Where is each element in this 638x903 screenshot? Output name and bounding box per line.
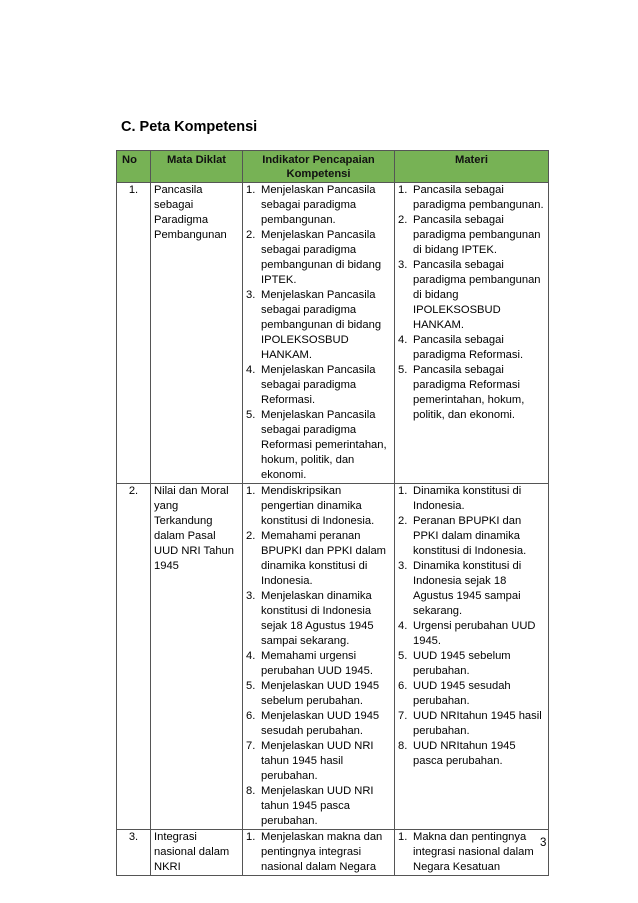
item-number: 8. [246, 785, 256, 797]
competency-table [116, 150, 549, 876]
section-heading: C. Peta Kompetensi [121, 119, 258, 135]
list-item [246, 288, 391, 363]
item-number: 1. [398, 184, 408, 196]
list-item [398, 739, 545, 769]
list-item [398, 333, 545, 363]
item-number: 5. [246, 680, 256, 692]
list-item [246, 709, 391, 739]
list-item [398, 258, 545, 333]
item-text: Menjelaskan Pancasila sebagai paradigma pembangunan di bidang IPTEK. [261, 229, 382, 286]
item-number: 4. [246, 650, 256, 662]
item-text: UUD 1945 sebelum perubahan. [413, 650, 511, 677]
row-number: 1. [117, 183, 151, 484]
row-number: 2. [117, 484, 151, 830]
table-header-row [117, 151, 549, 183]
item-number: 8. [398, 740, 408, 752]
list-item [398, 559, 545, 619]
materi-cell [395, 830, 549, 876]
list-item [246, 484, 391, 529]
row-number: 3. [117, 830, 151, 876]
item-text: UUD NRItahun 1945 hasil perubahan. [413, 710, 542, 737]
indikator-list [246, 830, 391, 875]
item-number: 3. [246, 289, 256, 301]
header-indikator: Indikator Pencapaian Kompetensi [243, 151, 395, 183]
list-item [398, 183, 545, 213]
list-item [246, 649, 391, 679]
item-number: 3. [246, 590, 256, 602]
item-text: Pancasila sebagai paradigma Reformasi. [413, 334, 524, 361]
item-text: Menjelaskan makna dan pentingnya integrasi nasional dalam Negara [261, 831, 383, 873]
item-text: Menjelaskan UUD NRI tahun 1945 pasca perubahan. [261, 785, 374, 827]
item-text: Menjelaskan dinamika konstitusi di Indonesia sejak 18 Agustus 1945 sampai sekarang. [261, 590, 374, 647]
page-number: 3 [540, 837, 547, 849]
item-number: 2. [246, 229, 256, 241]
list-item [246, 228, 391, 288]
item-text: UUD NRItahun 1945 pasca perubahan. [413, 740, 516, 767]
list-item [398, 679, 545, 709]
item-number: 4. [398, 334, 408, 346]
list-item [398, 514, 545, 559]
indikator-list [246, 183, 391, 483]
list-item [246, 784, 391, 829]
materi-cell [395, 183, 549, 484]
item-text: Urgensi perubahan UUD 1945. [413, 620, 536, 647]
item-number: 6. [246, 710, 256, 722]
item-text: Pancasila sebagai paradigma pembangunan. [413, 184, 544, 211]
item-text: UUD 1945 sesudah perubahan. [413, 680, 511, 707]
indikator-cell [243, 183, 395, 484]
indikator-list [246, 484, 391, 829]
list-item [246, 408, 391, 483]
item-text: Pancasila sebagai paradigma pembangunan di bidang IPOLEKSOSBUD HANKAM. [413, 259, 541, 331]
header-mata-diklat: Mata Diklat [151, 151, 243, 183]
table-row [117, 183, 549, 484]
item-text: Menjelaskan UUD NRI tahun 1945 hasil perubahan. [261, 740, 374, 782]
item-number: 3. [398, 259, 408, 271]
item-text: Makna dan pentingnya integrasi nasional dalam Negara Kesatuan [413, 831, 534, 873]
item-text: Menjelaskan Pancasila sebagai paradigma pembangunan di bidang IPOLEKSOSBUD HANKAM. [261, 289, 382, 361]
item-text: Memahami urgensi perubahan UUD 1945. [261, 650, 373, 677]
mata-diklat-cell: Integrasi nasional dalam NKRI [151, 830, 243, 876]
item-number: 3. [398, 560, 408, 572]
item-number: 5. [246, 409, 256, 421]
item-number: 5. [398, 650, 408, 662]
list-item [398, 619, 545, 649]
item-number: 4. [246, 364, 256, 376]
item-number: 6. [398, 680, 408, 692]
item-text: Menjelaskan UUD 1945 sebelum perubahan. [261, 680, 380, 707]
list-item [246, 679, 391, 709]
materi-list [398, 183, 545, 423]
item-text: Dinamika konstitusi di Indonesia sejak 18 Agustus 1945 sampai sekarang. [413, 560, 522, 617]
list-item [398, 484, 545, 514]
list-item [398, 830, 545, 875]
list-item [398, 709, 545, 739]
item-text: Pancasila sebagai paradigma pembangunan di bidang IPTEK. [413, 214, 541, 256]
item-number: 1. [246, 184, 256, 196]
item-number: 1. [398, 831, 408, 843]
item-text: Dinamika konstitusi di Indonesia. [413, 485, 522, 512]
item-text: Menjelaskan Pancasila sebagai paradigma Reformasi pemerintahan, hokum, politik, dan ekonomi. [261, 409, 387, 481]
item-text: Menjelaskan Pancasila sebagai paradigma pembangunan. [261, 184, 376, 226]
item-number: 7. [398, 710, 408, 722]
list-item [246, 589, 391, 649]
item-number: 1. [246, 485, 256, 497]
item-number: 5. [398, 364, 408, 376]
list-item [246, 529, 391, 589]
list-item [246, 830, 391, 875]
indikator-cell [243, 484, 395, 830]
item-text: Peranan BPUPKI dan PPKI dalam dinamika konstitusi di Indonesia. [413, 515, 527, 557]
item-number: 7. [246, 740, 256, 752]
item-number: 1. [398, 485, 408, 497]
list-item [246, 183, 391, 228]
item-number: 4. [398, 620, 408, 632]
list-item [246, 739, 391, 784]
mata-diklat-cell: Nilai dan Moral yang Terkandung dalam Pasal UUD NRI Tahun 1945 [151, 484, 243, 830]
item-text: Pancasila sebagai paradigma Reformasi pemerintahan, hokum, politik, dan ekonomi. [413, 364, 525, 421]
list-item [398, 649, 545, 679]
item-number: 2. [246, 530, 256, 542]
table-row [117, 484, 549, 830]
header-materi: Materi [395, 151, 549, 183]
materi-list [398, 484, 545, 769]
list-item [398, 363, 545, 423]
item-number: 2. [398, 214, 408, 226]
item-text: Menjelaskan UUD 1945 sesudah perubahan. [261, 710, 380, 737]
item-number: 2. [398, 515, 408, 527]
item-text: Mendiskripsikan pengertian dinamika konstitusi di Indonesia. [261, 485, 375, 527]
item-text: Menjelaskan Pancasila sebagai paradigma Reformasi. [261, 364, 376, 406]
materi-cell [395, 484, 549, 830]
table-row [117, 830, 549, 876]
mata-diklat-cell: Pancasila sebagai Paradigma Pembangunan [151, 183, 243, 484]
materi-list [398, 830, 545, 875]
indikator-cell [243, 830, 395, 876]
list-item [398, 213, 545, 258]
item-text: Memahami peranan BPUPKI dan PPKI dalam dinamika konstitusi di Indonesia. [261, 530, 386, 587]
list-item [246, 363, 391, 408]
header-no: No [117, 151, 151, 183]
item-number: 1. [246, 831, 256, 843]
